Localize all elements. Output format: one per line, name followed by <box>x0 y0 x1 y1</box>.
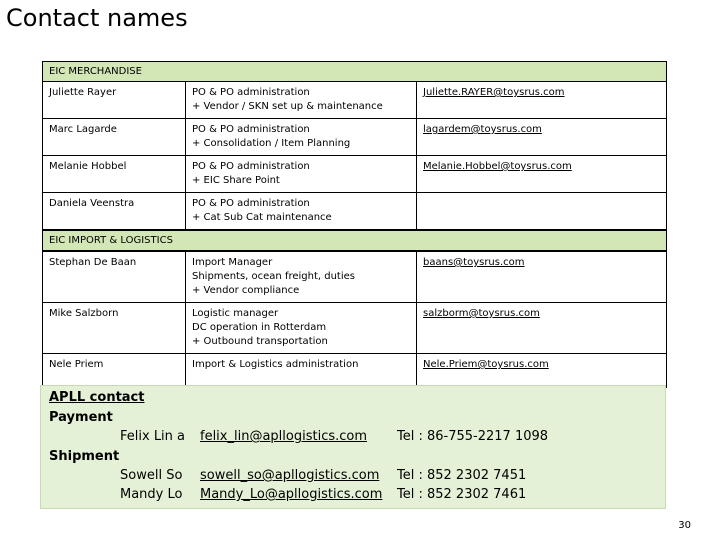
contact-name: Melanie Hobbel <box>43 156 186 193</box>
section-label: EIC IMPORT & LOGISTICS <box>43 230 667 251</box>
contact-email-link[interactable]: lagardem@toysrus.com <box>423 124 542 135</box>
apll-contact-box <box>40 385 666 509</box>
contact-name: Daniela Veenstra <box>43 193 186 231</box>
contact-email-link[interactable]: Melanie.Hobbel@toysrus.com <box>423 161 572 172</box>
role-line: DC operation in Rotterdam <box>192 322 327 333</box>
role-line: + Vendor / SKN set up & maintenance <box>192 101 383 112</box>
contact-name: Juliette Rayer <box>43 82 186 119</box>
role-line: PO & PO administration <box>192 198 310 209</box>
role-line: + Outbound transportation <box>192 336 328 347</box>
section-header-row <box>43 230 667 251</box>
contact-email-link[interactable]: sowell_so@apllogistics.com <box>200 468 380 483</box>
table-row <box>43 193 667 231</box>
contact-name: Felix Lin a <box>120 429 186 444</box>
contact-email-link[interactable]: felix_lin@apllogistics.com <box>200 429 368 444</box>
table-row <box>43 303 667 354</box>
table-row <box>43 156 667 193</box>
role-line: Shipments, ocean freight, duties <box>192 271 355 282</box>
contact-email-link[interactable]: Juliette.RAYER@toysrus.com <box>423 87 565 98</box>
contact-name: Mike Salzborn <box>43 303 186 354</box>
contact-role <box>186 251 417 303</box>
role-line: Import & Logistics administration <box>192 359 359 370</box>
payment-label: Payment <box>49 410 113 425</box>
contact-role <box>186 82 417 119</box>
role-line: + EIC Share Point <box>192 175 280 186</box>
contact-email-link[interactable]: baans@toysrus.com <box>423 257 525 268</box>
role-line: Import Manager <box>192 257 273 268</box>
contact-name: Stephan De Baan <box>43 251 186 303</box>
contact-phone: Tel : 852 2302 7451 <box>397 468 527 483</box>
apll-heading: APLL contact <box>49 390 145 405</box>
role-line: PO & PO administration <box>192 124 310 135</box>
contact-email-link[interactable]: Mandy_Lo@apllogistics.com <box>200 487 383 502</box>
contact-name: Mandy Lo <box>120 487 183 502</box>
role-line: PO & PO administration <box>192 161 310 172</box>
contact-role <box>186 354 417 388</box>
contact-name: Nele Priem <box>43 354 186 388</box>
role-line: + Consolidation / Item Planning <box>192 138 351 149</box>
shipment-label: Shipment <box>49 449 120 464</box>
contact-email-link[interactable]: salzborm@toysrus.com <box>423 308 540 319</box>
contact-name: Marc Lagarde <box>43 119 186 156</box>
contact-phone: Tel : 852 2302 7461 <box>397 487 527 502</box>
role-line: + Vendor compliance <box>192 285 300 296</box>
page-number: 30 <box>678 520 691 531</box>
page-title: Contact names <box>6 4 188 32</box>
role-line: + Cat Sub Cat maintenance <box>192 212 332 223</box>
contact-role <box>186 303 417 354</box>
contact-name: Sowell So <box>120 468 183 483</box>
section-label: EIC MERCHANDISE <box>43 62 667 82</box>
contact-role <box>186 193 417 231</box>
section-header-row <box>43 62 667 82</box>
contacts-table <box>42 61 667 388</box>
table-row <box>43 119 667 156</box>
role-line: PO & PO administration <box>192 87 310 98</box>
role-line: Logistic manager <box>192 308 279 319</box>
table-row <box>43 354 667 388</box>
contact-phone: Tel : 86-755-2217 1098 <box>397 429 549 444</box>
contact-role <box>186 156 417 193</box>
contact-email-link[interactable]: Nele.Priem@toysrus.com <box>423 359 549 370</box>
contact-role <box>186 119 417 156</box>
table-row <box>43 251 667 303</box>
table-row <box>43 82 667 119</box>
